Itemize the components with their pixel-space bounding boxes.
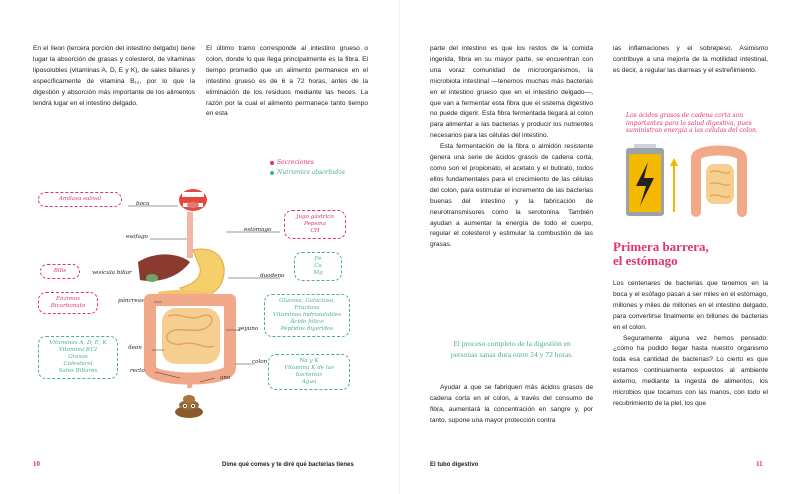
box-amilasa: Amilasa salival [38,192,122,207]
right-column-1 [430,44,593,251]
label-pancreas: páncreas [118,298,144,304]
legend-nutrients: Nutrientes absorbidos [270,168,345,178]
right-column-2-top [613,44,768,77]
label-recto: recto [130,368,145,374]
poop-icon [175,395,203,418]
intestine-icon [696,151,742,213]
label-duodeno: duodeno [260,273,285,279]
pull-quote: El proceso completo de la digestión en personas sanas dura entre 24 y 72 horas. [450,339,574,359]
rectum-shape [188,374,190,388]
section-heading: Primera barrera, el estómago [613,239,709,268]
legend-secretions: Secreciones [270,158,345,168]
left-column-2 [206,44,368,120]
paragraph: El último tramo corresponde al intestino grueso o colon, donde lo que llega principalmente es la fibra. El tiempo promedio que un alimento permanece en el intestino grueso es de 6 a 72 horas, antes de la eliminación de los residuos mediante las heces. La razón por la cual el alimento permanece tanto tiempo en esta [206,45,368,118]
label-yeyuno: yeyuno [238,326,259,332]
label-boca: boca [136,201,150,207]
box-vitaminas: Vitaminas A, D, E, K Vitamina B12 Grasas Colesterol Sales Biliares [38,336,118,379]
paragraph: Ayudar a que se fabriquen más ácidos grasos de cadena corta en el colon, a través del consumo de fibra, aumentará la concentración en sangre y, por tanto, supone una mayor protección contra [430,384,593,424]
stomach-shape [180,249,224,296]
label-ano: ano [220,375,231,381]
battery-illustration [622,140,752,225]
label-estomago: estómago [244,227,272,233]
digestive-diagram [30,150,370,430]
page-number-right: 11 [756,460,763,468]
box-jugo-gastrico: Jugo gástrico Pepsina CH [284,210,346,239]
paragraph: parte del intestino es que los restos de la comida ingerida, fibra en su mayor parte, se encuentran con una voraz comunidad de microorganismos, la microbiota intestinal —tenemos muchas más bacterias en el intestino grueso que en el intestino delgado—, que van a fermentar esta fibra que el sistema digestivo no puede digerir. Esta fibra fermentada llegará al colon para alimentar a las bacterias y producir los nutrientes necesarios para las células del intestino. [430,45,593,140]
paragraph: Esta fermentación de la fibra o almidón resistente genera una serie de ácidos grasos de cadena corta, como son el propionato, el acetato y el butirato, todos ellos fundamentales para el crecimiento de las células del colon, para estimular el incremento de las bacterias buenas del intestino y la fabricación de neurotransmisores como la serotonina. También ayudan a aumentar la energía de todo el cuerpo, regular el colesterol y estimular la combustión de las grasas. [430,143,593,249]
page-number-left: 10 [33,460,40,468]
label-colon: colon [252,359,268,365]
callout-note: Los ácidos grasos de cadena corta son importantes para la salud digestiva, pues suministran energía a las células del colon. [626,112,758,134]
battery-icon [626,144,664,216]
box-sodio-potasio: Na y K Vitamina K de las bacterias Agua [268,354,350,390]
box-bilis: Bilis [40,264,80,279]
label-ileon: íleon [128,345,142,351]
paragraph: Seguramente alguna vez hemos pensado: ¿cómo ha podido llegar hasta nuestro organismo toda esa cantidad de bacterias? Lo cierto es que estamos continuamente expuestos al ambiente externo, mediante la ingesta de alimentos, los microbios que tocamos con las manos, con todo el recubrimiento de la piel, los que [613,334,768,407]
right-column-2-body [613,279,768,410]
left-column-1 [33,44,195,109]
right-column-1-continued [430,383,593,427]
running-head-right: El tubo digestivo [430,462,479,468]
mouth-icon [179,189,207,211]
label-vesicula: vesícula biliar [92,270,132,276]
running-head-left: Dime qué comes y te diré qué bacterias tienes [222,462,354,468]
paragraph: En el íleon (tercera porción del intestino delgado) tiene lugar la absorción de grasas y colesterol, de vitaminas liposolubles (vitaminas A, D, E y K), de sales biliares y específicamente de vitamina B₁₂, por lo que la digestión y absorción más importante de los alimentos tendrá lugar en el intestino delgado. [33,45,195,107]
small-intestine-shape [162,308,220,364]
gallbladder-shape [146,274,158,282]
label-esofago: esófago [126,234,148,240]
paragraph: Los centenares de bacterias que tenemos en la boca y el esófago pasan a ser miles en el estómago, millones y miles de millones en el intestino delgado, para convertirse finalmente en billones de bacterias en el colon. [613,280,768,331]
paragraph: las inflamaciones y el sobrepeso. Asimismo contribuye a una mejoría de la motilidad intestinal, es decir, a regular las diarreas y el estreñimiento. [613,45,768,74]
box-glucosa: Glucosa, Galactosa, Fructosa Vitaminas hidrosolubles Ácido fólico Péptidos digeridos [264,294,350,337]
liver-shape [138,254,190,281]
box-enzimas: Enzimas Bicarbonato [38,292,98,314]
right-page [400,0,800,494]
box-minerales: Fe Ca Mg [294,252,342,281]
